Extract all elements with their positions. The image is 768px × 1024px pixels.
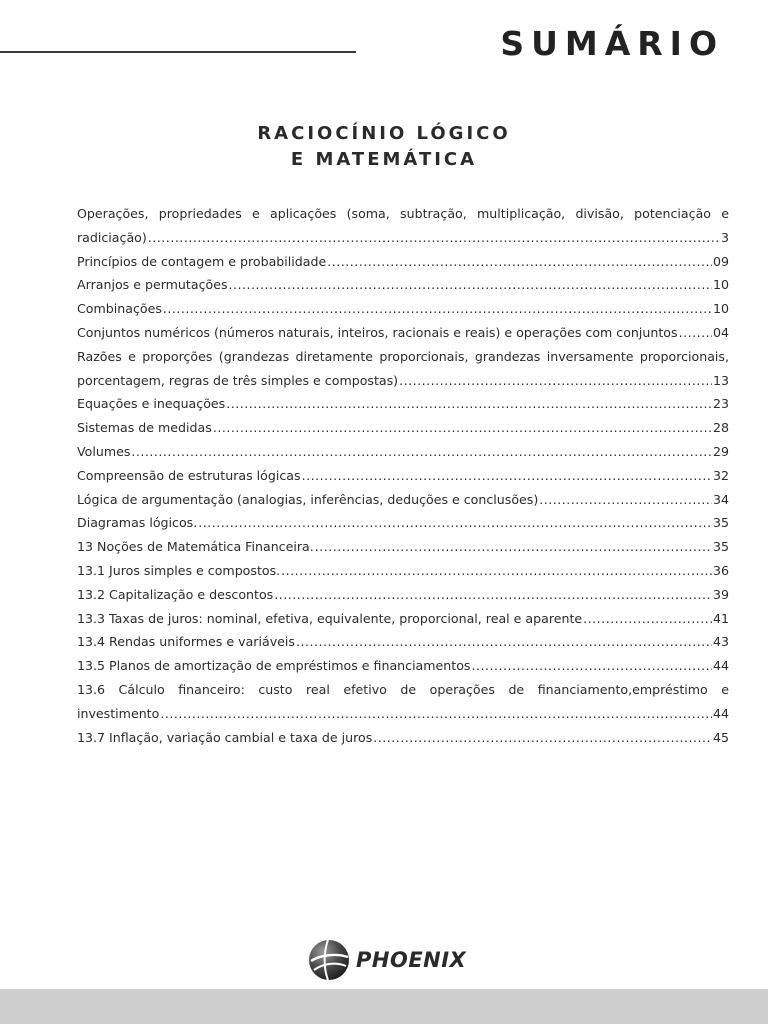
- toc-entry: [77, 630, 729, 654]
- toc-entry: [77, 702, 729, 726]
- toc-leader-dots: [226, 392, 712, 416]
- toc-entry-text: Lógica de argumentação (analogias, inferências, deduções e conclusões): [77, 491, 539, 507]
- toc-page-number: 13: [712, 372, 729, 388]
- toc-entry: [77, 726, 729, 750]
- toc-entry-text: 13.5 Planos de amortização de empréstimos e financiamentos: [77, 658, 471, 674]
- toc-page-number: 35: [712, 539, 729, 555]
- toc-entry-text: Operações, propriedades e aplicações (soma, subtração, multiplicação, divisão, potenciação e: [77, 206, 729, 221]
- toc-entry-text: Princípios de contagem e probabilidade: [77, 253, 327, 269]
- toc-entry: [77, 226, 729, 250]
- toc-entry-text: 13.2 Capitalização e descontos: [77, 586, 274, 602]
- toc-page-number: 29: [712, 443, 729, 459]
- toc-page-number: 36: [712, 562, 729, 578]
- toc-entry-text: Conjuntos numéricos (números naturais, inteiros, racionais e reais) e operações com conjuntos: [77, 324, 678, 340]
- toc-entry-text: Arranjos e permutações: [77, 277, 228, 293]
- toc-entry: [77, 535, 729, 559]
- toc-entry: [77, 440, 729, 464]
- toc-leader-dots: [583, 607, 712, 631]
- toc-leader-dots: [160, 702, 712, 726]
- toc-page-number: 34: [712, 491, 729, 507]
- toc-leader-dots: [315, 535, 712, 559]
- toc-page-number: 44: [712, 705, 729, 721]
- toc-leader-dots: [281, 559, 712, 583]
- toc-entry: [77, 273, 729, 297]
- toc-entry: [77, 654, 729, 678]
- toc-entry: [77, 369, 729, 393]
- toc-entry-text: 13.1 Juros simples e compostos.: [77, 562, 281, 578]
- logo-text: PHOENIX: [356, 948, 467, 972]
- toc-leader-dots: [229, 273, 712, 297]
- toc-entry-text: Diagramas lógicos.: [77, 515, 198, 531]
- toc-leader-dots: [302, 464, 712, 488]
- toc-page-number: 39: [712, 586, 729, 602]
- toc-page-number: 28: [712, 420, 729, 436]
- toc-entry-text: 13.4 Rendas uniformes e variáveis: [77, 634, 295, 650]
- toc-entry: [77, 607, 729, 631]
- footer-bar: [0, 989, 768, 1024]
- toc-entry: [77, 202, 729, 226]
- toc-entry-text: porcentagem, regras de três simples e compostas): [77, 372, 399, 388]
- toc-entry: [77, 297, 729, 321]
- toc-leader-dots: [471, 654, 711, 678]
- toc-entry: [77, 250, 729, 274]
- section-title-line-1: RACIOCÍNIO LÓGICO: [257, 123, 511, 144]
- toc-leader-dots: [274, 583, 712, 607]
- toc-entry-text: Razões e proporções (grandezas diretamente proporcionais, grandezas inversamente proporcionais,: [77, 348, 729, 364]
- toc-entry: [77, 488, 729, 512]
- header-rule: [0, 51, 356, 53]
- toc-leader-dots: [679, 321, 712, 345]
- section-title: [0, 121, 768, 173]
- toc-entry: [77, 416, 729, 440]
- toc-entry: [77, 511, 729, 535]
- toc-page-number: 10: [712, 277, 729, 293]
- toc-page-number: 43: [712, 634, 729, 650]
- toc-entry-text: Compreensão de estruturas lógicas: [77, 467, 301, 483]
- toc-page-number: 41: [712, 610, 729, 626]
- toc-leader-dots: [539, 488, 712, 512]
- toc-entry-text: 13.3 Taxas de juros: nominal, efetiva, equivalente, proporcional, real e aparente: [77, 610, 583, 626]
- toc-entry-text: Sistemas de medidas: [77, 420, 212, 436]
- toc-entry-text: investimento: [77, 705, 160, 721]
- toc-entry: [77, 678, 729, 702]
- toc-page-number: 3: [720, 229, 729, 245]
- toc-entry: [77, 464, 729, 488]
- toc-entry-text: radiciação): [77, 229, 147, 245]
- toc-leader-dots: [213, 416, 712, 440]
- toc-leader-dots: [163, 297, 712, 321]
- toc-page-number: 44: [712, 658, 729, 674]
- toc-leader-dots: [296, 630, 712, 654]
- table-of-contents: [77, 202, 729, 749]
- toc-entry-text: 13.6 Cálculo financeiro: custo real efetivo de operações de financiamento,empréstimo e: [77, 681, 729, 697]
- toc-entry-text: Volumes: [77, 443, 131, 459]
- toc-leader-dots: [198, 511, 712, 535]
- toc-entry: [77, 583, 729, 607]
- toc-leader-dots: [373, 726, 712, 750]
- phoenix-sphere-icon: [308, 939, 350, 981]
- toc-page-number: 09: [712, 253, 729, 269]
- toc-entry-text: 13.7 Inflação, variação cambial e taxa de juros: [77, 729, 373, 745]
- toc-page-number: 45: [712, 729, 729, 745]
- page-title: SUMÁRIO: [500, 24, 724, 63]
- toc-leader-dots: [399, 369, 712, 393]
- toc-entry: [77, 392, 729, 416]
- toc-leader-dots: [148, 226, 720, 250]
- section-title-line-2: E MATEMÁTICA: [290, 149, 478, 170]
- toc-leader-dots: [131, 440, 712, 464]
- toc-entry: [77, 559, 729, 583]
- toc-entry-text: Equações e inequações: [77, 396, 226, 412]
- toc-page-number: 32: [712, 467, 729, 483]
- toc-page-number: 10: [712, 301, 729, 317]
- toc-leader-dots: [327, 250, 712, 274]
- toc-entry-text: 13 Noções de Matemática Financeira.: [77, 539, 314, 555]
- toc-page-number: 35: [712, 515, 729, 531]
- toc-entry: [77, 321, 729, 345]
- toc-page-number: 23: [712, 396, 729, 412]
- footer-logo: [308, 939, 466, 981]
- toc-entry: [77, 345, 729, 369]
- toc-entry-text: Combinações: [77, 301, 162, 317]
- toc-page-number: 04: [712, 324, 729, 340]
